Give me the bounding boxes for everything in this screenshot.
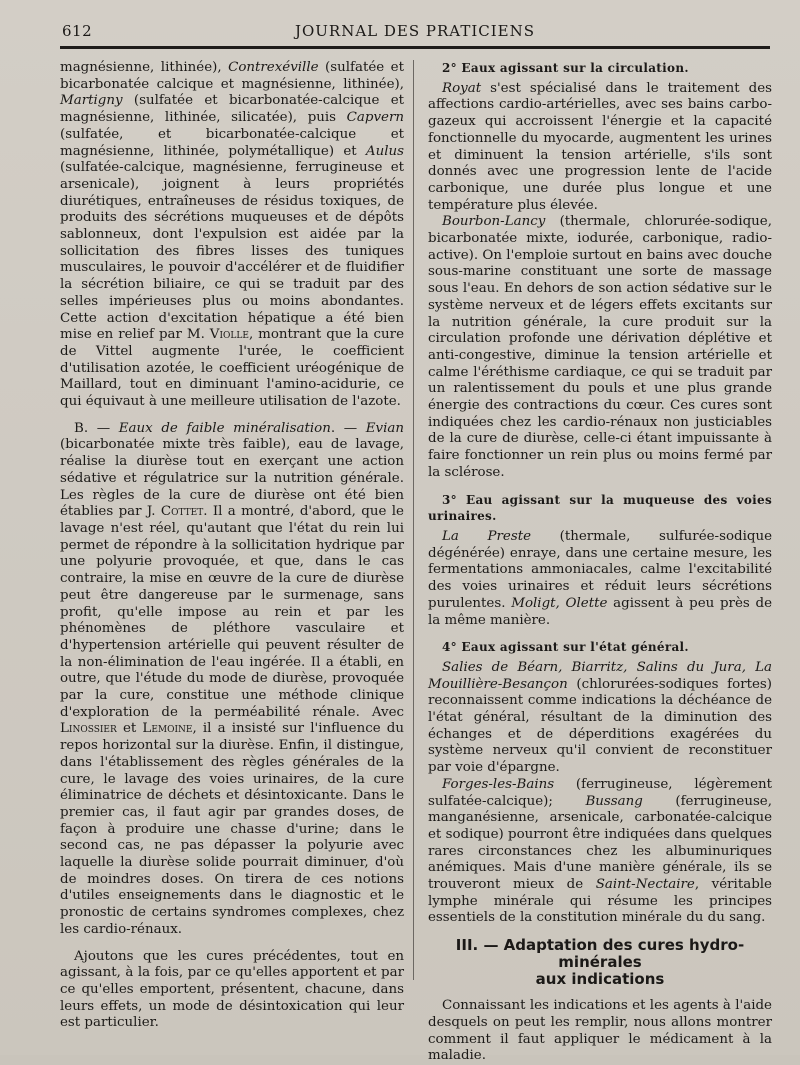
text-run: (sulfatée-calcique, magnésienne, ferrugineuse et arsenicale), joignent à leurs propriétés diurétiques, entraîneuses de résidus toxiques, de produits des sécrétions muqueuses et de dépôts sablonneux, dont l'expulsion est aidée par la sollicitation des fibres lisses des tuniques musculaires, le pouvoir d'accélérer et de fluidifier la sécrétion biliaire, ce qui se traduit par des selles impérieuses plus ou moins abondantes. Cette action d'excitation hépatique a été bien mise en relief par M. (60, 160, 404, 343)
author-name: Lemoine (142, 721, 193, 737)
author-name: Linossier (60, 721, 117, 737)
author-name: Cottet (160, 504, 204, 520)
subheading-etat-general: 4° Eaux agissant sur l'état général. (442, 640, 689, 655)
text-run: magnésienne, lithinée), (60, 60, 229, 75)
italic-run: Contrexéville (228, 60, 319, 75)
paragraph-la-preste (428, 529, 772, 629)
text-run: s'est spécialisé dans le traitement des affections cardio-artérielles, avec ses bains carbo-gazeux qui accroissent l'énergie et la capacité fonctionnelle du myocarde, augmentent les urines et diminuent la tension artérielle, s'ils sont donnés avec une progression lente de l'acide carbonique, une durée plus longue et une température plus élevée. (428, 80, 772, 213)
paragraph-vittel-continued (60, 60, 404, 411)
italic-run: Bussang (585, 793, 643, 809)
text-run: , il a insisté sur l'influence du repos horizontal sur la diurèse. Enfin, il distingue, dans l'établissement des règles générales de la cure, le lavage des voies urinaires, de la cure éliminatrice de déchets et désintoxicante. Dans le premier cas, il faut agir par grandes doses, de façon à produire une chasse d'urine; dans le second cas, ne pas dépasser la polyurie avec laquelle la diurèse solide pourrait diminuer, d'où de moindres doses. On tirera de ces notions d'utiles enseignements dans le diagnostic et le pronostic de certains syndromes complexes, chez les cardio-rénaux. (60, 721, 404, 937)
left-column (60, 60, 404, 1032)
column-divider (413, 60, 414, 980)
text-run: (sulfatée et bicarbonatée calcique et magnésienne, lithinée), (60, 60, 404, 92)
text-run: (thermale, sulfurée-sodique dégénérée) enraye, dans une certaine mesure, les fermentations ammoniacales, calme l'excitabilité des voies urinaires et réduit leurs sécrétions purulentes. (428, 528, 772, 611)
text-run: (ferrugineuse, manganésienne, arsenicale, carbonatée-calcique et sodique) pourront être indiquées dans quelques rares circonstances chez les albuminuriques anémiques. Mais d'une manière générale, ils se trouveront mieux de (428, 793, 772, 893)
author-name: Violle (209, 327, 249, 343)
text-run: . — (330, 420, 366, 436)
text-run: Connaissant les indications et les agents à l'aide desquels on peut les remplir, nous allons montrer comment il faut appliquer le médicament à la maladie. (428, 998, 772, 1064)
italic-run: Capvern (346, 110, 404, 126)
italic-run: La Preste (442, 528, 532, 544)
right-column (428, 60, 772, 1065)
text-run: , véritable lymphe minérale qui résume les principes essentiels de la constitution minérale du du sang. (428, 877, 772, 926)
text-run: Ajoutons que les cures précédentes, tout en agissant, à la fois, par ce qu'elles apportent et par ce qu'elles emportent, présentent, chacune, dans leurs effets, un mode de désintoxication qui leur est particulier. (60, 948, 404, 1031)
running-title: JOURNAL DES PRATICIENS (294, 22, 536, 40)
section-title-line-2: aux indications (535, 970, 665, 989)
italic-run: Royat (442, 80, 482, 96)
text-run: (chlorurées-sodiques fortes) reconnaissent comme indications la déchéance de l'état général, résultant de la diminution des échanges et de déperditions exagérées du système nerveux qu'il convient de reconstituer par voie d'épargne. (428, 676, 772, 776)
italic-run: Moligt, Olette (511, 595, 608, 611)
paragraph-bourbon-lancy (428, 214, 772, 481)
page-header (62, 22, 768, 42)
italic-run: Martigny (60, 93, 123, 109)
text-run: . Il a montré, d'abord, que le lavage n'est réel, qu'autant que l'état du rein lui permet de répondre à la sollicitation hydrique par une polyurie provoquée, et que, dans le cas contraire, la mise en œuvre de la cure de diurèse peut être dangereuse par le surmenage, sans profit, qu'elle impose au rein et par les phénomènes de pléthore vasculaire et d'hypertension artérielle qui peuvent résulter de la non-élimination de l'eau ingérée. Il a établi, en outre, que l'étude du mode de diurèse, provoquée par la cure, constitue une méthode clinique d'exploration de la perméabilité rénale. Avec (60, 504, 404, 720)
text-run: , montrant que la cure de Vittel augmente l'urée, le coefficient d'utilisation azotée, le coefficient uréogénique de Maillard, tout en diminuant l'amino-acidurie, ce qui équivaut à une meilleure utilisation de l'azote. (60, 327, 404, 410)
page-number: 612 (62, 22, 93, 40)
text-run: et (116, 721, 143, 737)
italic-run: Salies de Béarn, Biarritz, Salins du Jura, La Mouillière-Besançon (428, 659, 772, 692)
paragraph-salies (428, 660, 772, 777)
text-run: (thermale, chlorurée-sodique, bicarbonatée mixte, iodurée, carbonique, radio-active). On l'emploie surtout en bains avec douche sous-marine constituant une sorte de massage sous l'eau. En dehors de son action sédative sur le système nerveux et de légers effets excitants sur la nutrition générale, la cure produit sur la circulation profonde une dérivation déplétive et anti-congestive, diminue la tension artérielle et calme l'éréthisme cardiaque, ce qui se traduit par un ralentissement du pouls et une plus grande énergie des contractions du cœur. Ces cures sont indiquées chez les cardio-rénaux non justiciables de la cure de diurèse, celle-ci étant impuissante à faire fonctionner un rein plus ou moins fermé par la sclérose. (428, 214, 772, 480)
text-run: agissent à peu près de la même manière. (428, 595, 772, 628)
subheading-circulation: 2° Eaux agissant sur la circulation. (442, 61, 689, 75)
paragraph-royat (428, 81, 772, 215)
italic-run: Aulus (365, 143, 404, 159)
text-run: B. — (74, 420, 119, 436)
text-run: (bicarbonatée mixte très faible), eau de lavage, réalise la diurèse tout en exerçant une action sédative et régulatrice sur la nutrition générale. Les règles de la cure de diurèse ont été bien établies par J. (60, 437, 404, 520)
header-rule (60, 46, 770, 49)
subheading-voies-urinaires: 3° Eau agissant sur la muqueuse des voies urinaires. (428, 492, 772, 524)
italic-run: Evian (365, 420, 404, 436)
italic-run: Saint-Nectaire (595, 877, 695, 893)
paragraph-connaissant (428, 998, 772, 1065)
italic-run: Eaux de faible minéralisation (118, 420, 331, 436)
text-run: (sulfatée, et bicarbonatée-calcique et magnésienne, lithinée, polymétallique) et (60, 126, 404, 159)
paragraph-ajoutons (60, 949, 404, 1033)
section-title (428, 937, 772, 988)
section-title-line-1: III. — Adaptation des cures hydro-minérales (455, 936, 745, 972)
paragraph-forges (428, 777, 772, 927)
text-run: (sulfatée et bicarbonatée-calcique et magnésienne, lithinée, silicatée), puis (60, 93, 404, 126)
paragraph-faible-mineralisation (60, 421, 404, 939)
text-run: (ferrugineuse, légèrement sulfatée-calcique); (428, 776, 772, 809)
italic-run: Bourbon-Lancy (442, 214, 546, 230)
italic-run: Forges-les-Bains (442, 776, 555, 792)
